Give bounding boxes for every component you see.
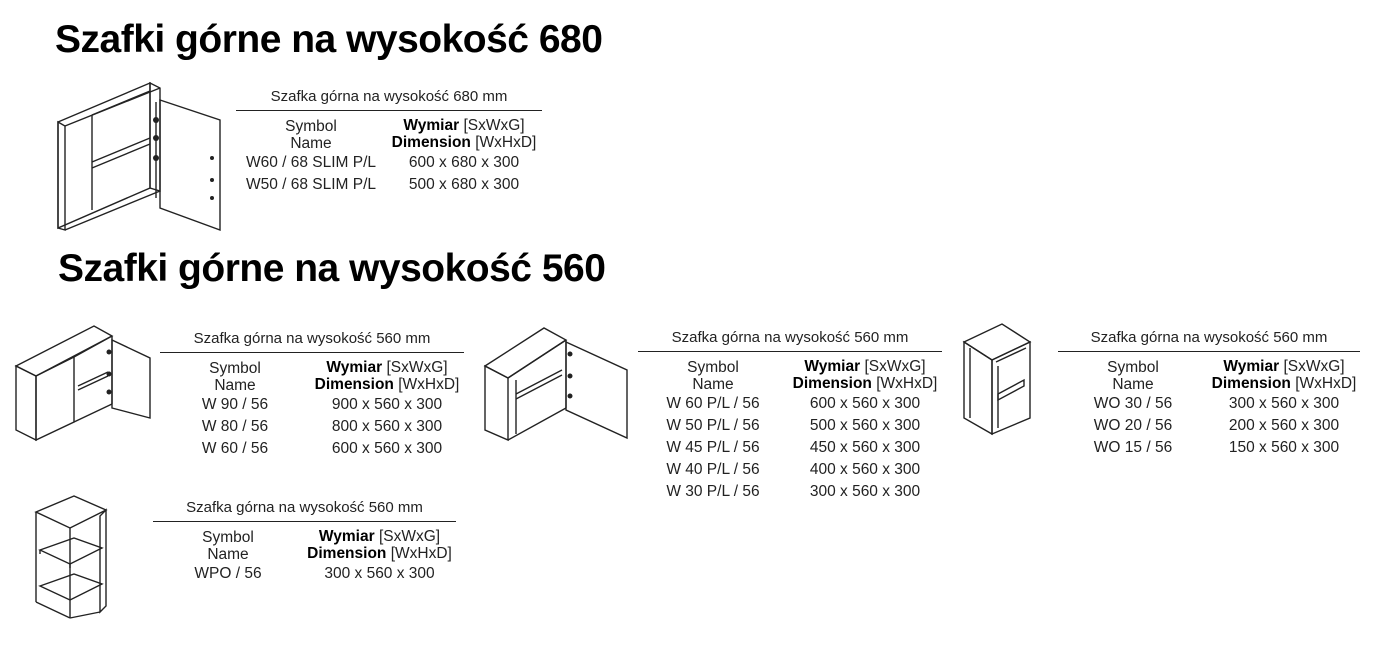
row-dimension: 600 x 560 x 300 <box>331 440 443 457</box>
table-row <box>1058 415 1360 437</box>
spec-table-double-door <box>160 329 464 460</box>
divider <box>160 352 464 353</box>
cabinet-680-single-door-open-icon <box>52 80 227 235</box>
wymiar-unit: [SxWxG] <box>386 358 448 376</box>
table-header-row <box>160 357 464 394</box>
row-name: W50 / 68 SLIM P/L <box>245 176 377 193</box>
table-header-row <box>236 115 542 152</box>
name-label: Name <box>207 546 249 563</box>
spec-table <box>236 115 542 196</box>
row-dimension: 900 x 560 x 300 <box>331 396 443 413</box>
row-name: W 60 / 56 <box>201 440 269 457</box>
dimension-unit: [WxHxD] <box>475 133 537 151</box>
table-row <box>160 394 464 416</box>
divider <box>236 110 542 111</box>
row-dimension: 500 x 680 x 300 <box>408 176 520 193</box>
table-row <box>153 563 456 585</box>
dimension-unit: [WxHxD] <box>876 374 938 392</box>
row-dimension: 150 x 560 x 300 <box>1228 439 1340 456</box>
dimension-label: Dimension <box>1211 374 1291 392</box>
table-header-row <box>1058 356 1360 393</box>
spec-table <box>160 357 464 460</box>
heading-680: Szafki górne na wysokość 680 <box>55 18 603 61</box>
symbol-label: Symbol <box>202 529 254 546</box>
row-name: W 30 P/L / 56 <box>666 483 760 500</box>
symbol-label: Symbol <box>1107 359 1159 376</box>
table-header-row <box>638 356 942 393</box>
row-dimension: 300 x 560 x 300 <box>809 483 921 500</box>
table-caption: Szafka górna na wysokość 560 mm <box>193 330 431 347</box>
row-dimension: 400 x 560 x 300 <box>809 461 921 478</box>
dimension-label: Dimension <box>792 374 872 392</box>
table-caption: Szafka górna na wysokość 560 mm <box>1090 329 1328 346</box>
dimension-unit: [WxHxD] <box>398 375 460 393</box>
spec-table-open-shelf <box>1058 328 1360 459</box>
table-header-row <box>153 526 456 563</box>
row-name: W 50 P/L / 56 <box>666 417 760 434</box>
row-name: WO 15 / 56 <box>1093 439 1173 456</box>
table-row <box>236 152 542 174</box>
table-caption: Szafka górna na wysokość 680 mm <box>270 88 508 105</box>
spec-table-single-door <box>638 328 942 503</box>
table-row <box>638 415 942 437</box>
row-name: W 90 / 56 <box>201 396 269 413</box>
row-dimension: 600 x 680 x 300 <box>408 154 520 171</box>
row-name: W 40 P/L / 56 <box>666 461 760 478</box>
row-name: WO 20 / 56 <box>1093 417 1173 434</box>
spec-table <box>153 526 456 585</box>
wymiar-label: Wymiar <box>326 358 383 376</box>
table-row <box>638 481 942 503</box>
table-row <box>1058 437 1360 459</box>
row-dimension: 300 x 560 x 300 <box>1228 395 1340 412</box>
dimension-label: Dimension <box>391 133 471 151</box>
row-name: WPO / 56 <box>194 565 262 582</box>
row-name: WO 30 / 56 <box>1093 395 1173 412</box>
table-row <box>1058 393 1360 415</box>
wymiar-unit: [SxWxG] <box>864 357 926 375</box>
name-label: Name <box>290 135 332 152</box>
divider <box>1058 351 1360 352</box>
row-dimension: 450 x 560 x 300 <box>809 439 921 456</box>
row-dimension: 500 x 560 x 300 <box>809 417 921 434</box>
table-caption: Szafka górna na wysokość 560 mm <box>671 329 909 346</box>
row-name: W 45 P/L / 56 <box>666 439 760 456</box>
cabinet-560-double-door-open-icon <box>14 324 154 444</box>
spec-table <box>1058 356 1360 459</box>
table-row <box>236 174 542 196</box>
name-label: Name <box>214 377 256 394</box>
divider <box>153 521 456 522</box>
corner-open-shelf-cabinet-icon <box>34 494 114 619</box>
table-row <box>638 459 942 481</box>
row-dimension: 600 x 560 x 300 <box>809 395 921 412</box>
table-row <box>160 438 464 460</box>
wymiar-unit: [SxWxG] <box>378 527 441 545</box>
row-dimension: 300 x 560 x 300 <box>324 565 435 582</box>
spec-table <box>638 356 942 503</box>
wymiar-label: Wymiar <box>1223 357 1280 375</box>
dimension-label: Dimension <box>307 544 387 562</box>
row-name: W 60 P/L / 56 <box>666 395 760 412</box>
table-row <box>638 437 942 459</box>
spec-table-corner-shelf <box>153 498 456 585</box>
name-label: Name <box>692 376 734 393</box>
open-shelf-cabinet-icon <box>962 322 1034 437</box>
row-name: W60 / 68 SLIM P/L <box>245 154 377 171</box>
row-dimension: 800 x 560 x 300 <box>331 418 443 435</box>
heading-560: Szafki górne na wysokość 560 <box>58 247 606 290</box>
wymiar-unit: [SxWxG] <box>1283 357 1345 375</box>
wymiar-label: Wymiar <box>318 527 375 545</box>
table-row <box>160 416 464 438</box>
divider <box>638 351 942 352</box>
symbol-label: Symbol <box>209 360 261 377</box>
dimension-label: Dimension <box>314 375 394 393</box>
wymiar-unit: [SxWxG] <box>463 116 525 134</box>
table-row <box>638 393 942 415</box>
wymiar-label: Wymiar <box>804 357 861 375</box>
row-name: W 80 / 56 <box>201 418 269 435</box>
symbol-label: Symbol <box>285 118 337 135</box>
wymiar-label: Wymiar <box>403 116 460 134</box>
cabinet-560-single-door-open-icon <box>482 324 632 444</box>
symbol-label: Symbol <box>687 359 739 376</box>
name-label: Name <box>1112 376 1154 393</box>
table-caption: Szafka górna na wysokość 560 mm <box>186 499 423 516</box>
dimension-unit: [WxHxD] <box>390 544 452 562</box>
row-dimension: 200 x 560 x 300 <box>1228 417 1340 434</box>
dimension-unit: [WxHxD] <box>1295 374 1357 392</box>
spec-table-680 <box>236 87 542 196</box>
